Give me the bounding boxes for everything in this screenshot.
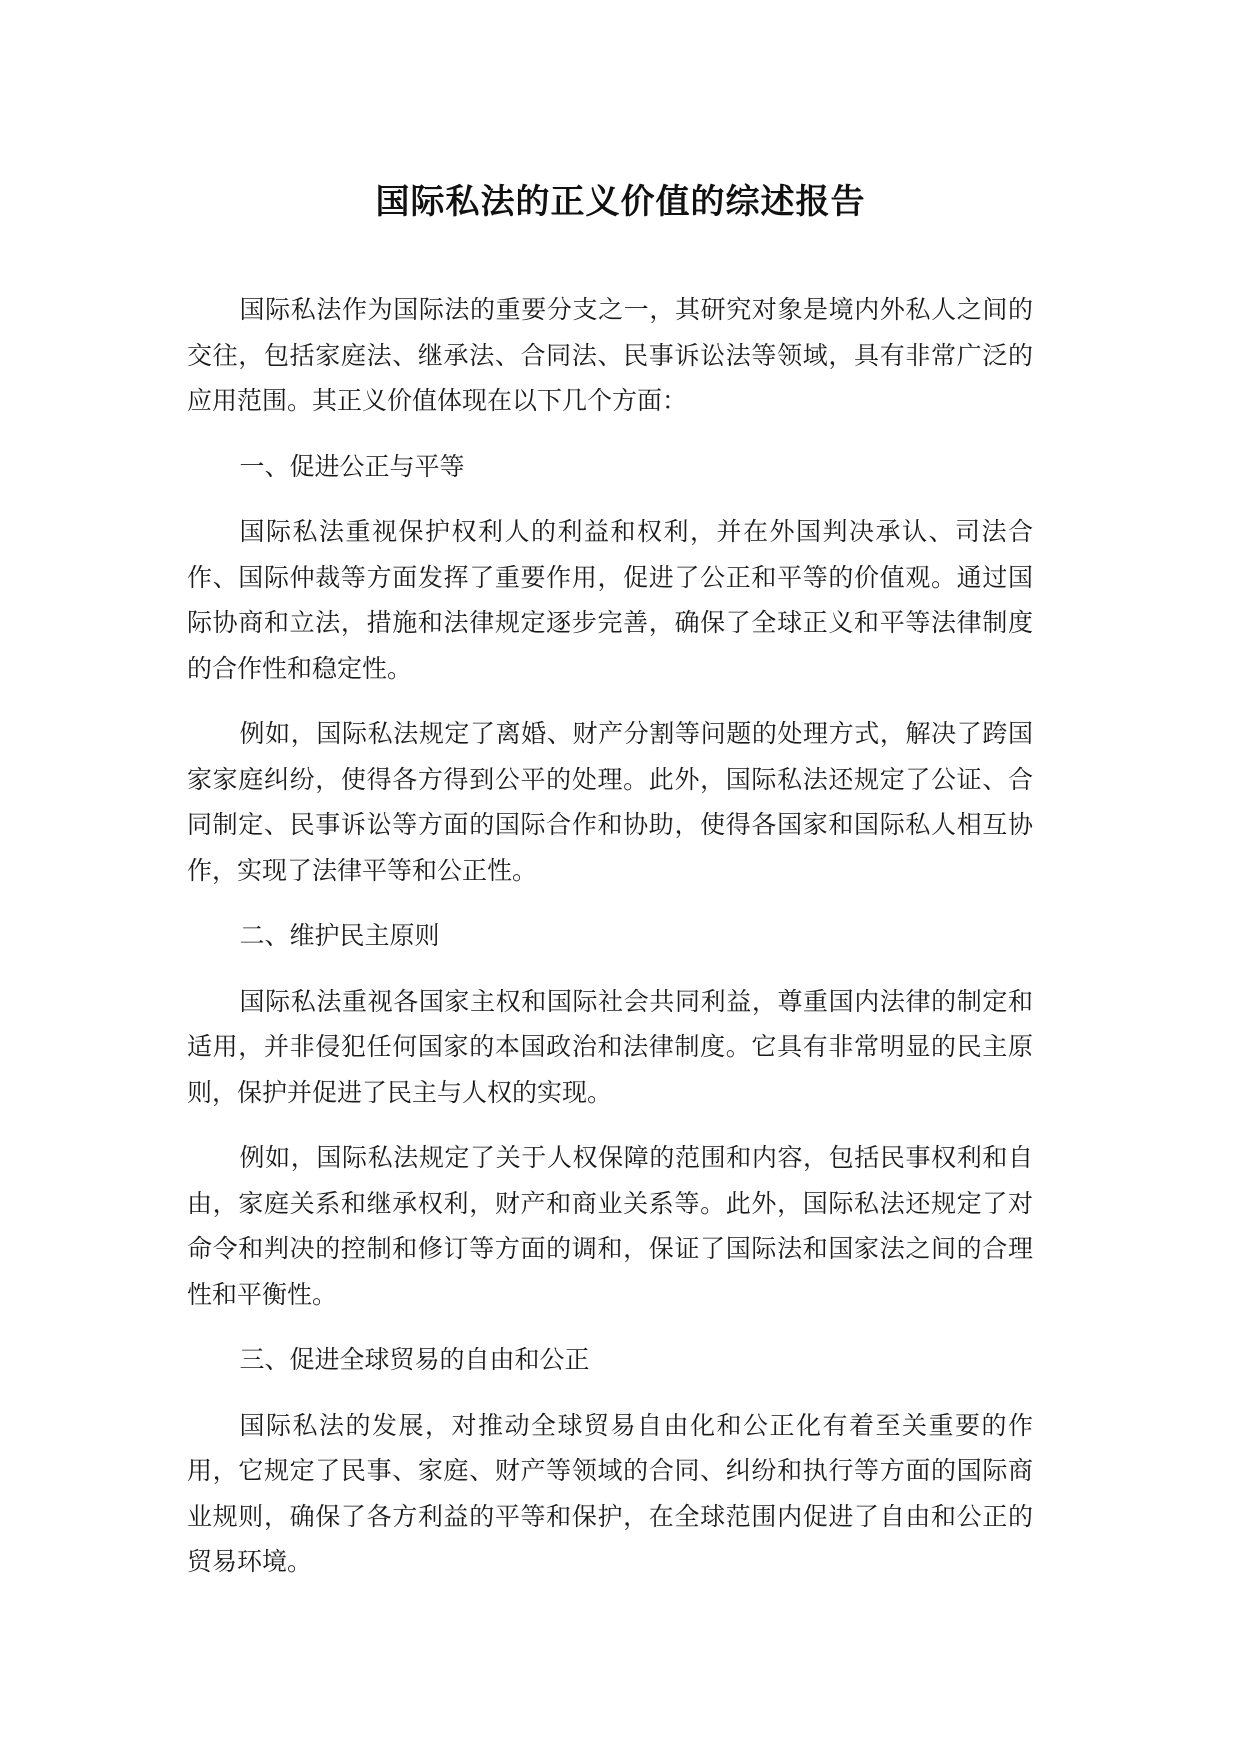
section-3-paragraph-1: 国际私法的发展，对推动全球贸易自由化和公正化有着至关重要的作用，它规定了民事、家庭、财产等领域的合同、纠纷和执行等方面的国际商业规则，确保了各方利益的平等和保护，在全球范围内促进了自由和公正的贸易环境。 <box>187 1410 1033 1576</box>
section-heading-3: 三、促进全球贸易的自由和公正 <box>239 1345 590 1374</box>
document-title: 国际私法的正义价值的综述报告 <box>375 182 866 222</box>
section-heading-2: 二、维护民主原则 <box>239 921 440 950</box>
section-heading-1: 一、促进公正与平等 <box>239 451 465 481</box>
section-1-paragraph-2: 例如，国际私法规定了离婚、财产分割等问题的处理方式，解决了跨国家家庭纠纷，使得各方得到公平的处理。此外，国际私法还规定了公证、合同制定、民事诉讼等方面的国际合作和协助，使得各国家和国际私人相互协作，实现了法律平等和公正性。 <box>187 719 1033 885</box>
intro-paragraph: 国际私法作为国际法的重要分支之一，其研究对象是境内外私人之间的交往，包括家庭法、继承法、合同法、民事诉讼法等领域，具有非常广泛的应用范围。其正义价值体现在以下几个方面： <box>187 295 1033 415</box>
document-body <box>187 287 1033 1605</box>
section-1-paragraph-1: 国际私法重视保护权利人的利益和权利，并在外国判决承认、司法合作、国际仲裁等方面发挥了重要作用，促进了公正和平等的价值观。通过国际协商和立法，措施和法律规定逐步完善，确保了全球正义和平等法律制度的合作性和稳定性。 <box>187 517 1033 683</box>
section-2-paragraph-2: 例如，国际私法规定了关于人权保障的范围和内容，包括民事权利和自由，家庭关系和继承权利，财产和商业关系等。此外，国际私法还规定了对命令和判决的控制和修订等方面的调和，保证了国际法和国家法之间的合理性和平衡性。 <box>187 1143 1033 1309</box>
section-2-paragraph-1: 国际私法重视各国家主权和国际社会共同利益，尊重国内法律的制定和适用，并非侵犯任何国家的本国政治和法律制度。它具有非常明显的民主原则，保护并促进了民主与人权的实现。 <box>187 986 1033 1107</box>
